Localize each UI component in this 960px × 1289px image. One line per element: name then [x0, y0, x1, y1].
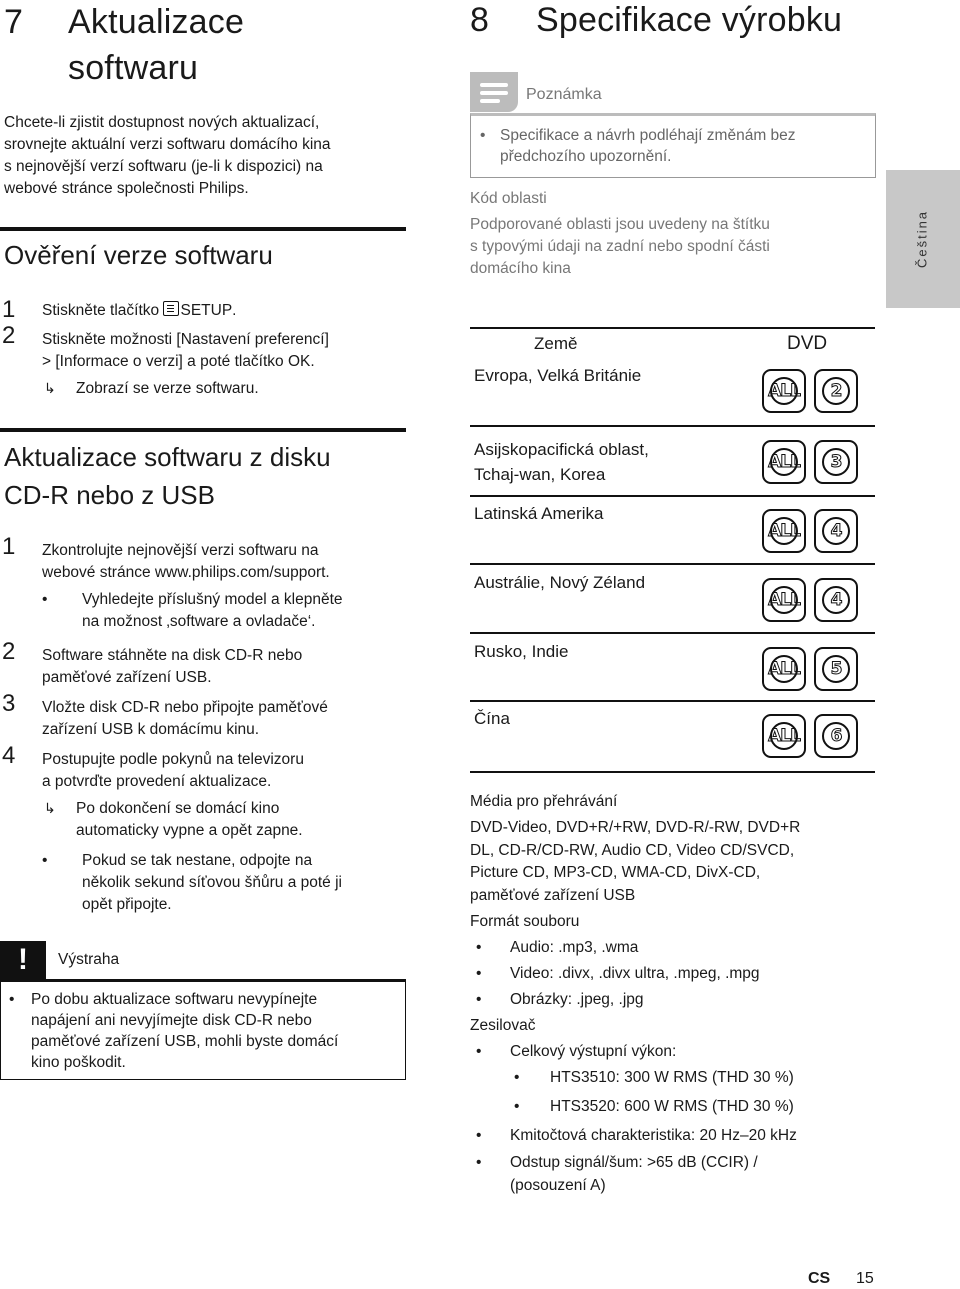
region-heading: Kód oblasti — [470, 190, 547, 207]
table-rule — [470, 700, 875, 702]
warning-icon: ! — [0, 941, 46, 979]
region-code-icon: 3 — [814, 440, 858, 484]
section-rule — [0, 227, 406, 231]
page-number: 15 — [856, 1270, 874, 1287]
warning-text: • Po dobu aktualizace softwaru nevypínejte napájení ani nevyjímejte disk CD-R nebo paměťové zařízení USB, mohli byste domácí kino poškodit. — [9, 991, 339, 1071]
chapter-title: Specifikace výrobku — [536, 1, 843, 39]
table-country: Austrálie, Nový Zéland — [474, 573, 646, 592]
table-country: Čína — [474, 709, 510, 728]
table-rule — [470, 771, 875, 773]
note-text: • Specifikace a návrh podléhají změnám bez předchozího upozornění. — [480, 127, 796, 165]
amp-item: • Celkový výstupní výkon: — [476, 1043, 677, 1060]
region-all-icon: ALL — [762, 647, 806, 691]
format-item: • Video: .divx, .divx ultra, .mpeg, .mpg — [476, 965, 760, 982]
step-number: 4 — [2, 742, 16, 769]
section-rule — [0, 428, 406, 432]
format-item: • Audio: .mp3, .wma — [476, 939, 639, 956]
step-bullet: • Pokud se tak nestane, odpojte na několik sekund síťovou šňůru a poté ji opět připojte. — [42, 852, 342, 913]
step-text: Vložte disk CD-R nebo připojte paměťové zařízení USB k domácímu kinu. — [42, 699, 328, 738]
result-text: Po dokončení se domácí kino automaticky vypne a opět zapne. — [76, 800, 303, 839]
note-icon — [470, 72, 518, 112]
section-title-update-line2: CD-R nebo z USB — [4, 480, 215, 510]
region-all-icon: ALL — [762, 714, 806, 758]
step-text: Stiskněte tlačítko SETUP. — [42, 302, 237, 319]
region-all-icon: ALL — [762, 369, 806, 413]
region-code-icon: 5 — [814, 647, 858, 691]
region-all-icon: ALL — [762, 578, 806, 622]
section-title-update-line1: Aktualizace softwaru z disku — [4, 442, 331, 472]
step-number: 2 — [2, 322, 16, 349]
table-rule — [470, 327, 875, 329]
chapter-title-line1: Aktualizace — [68, 3, 245, 41]
table-country: Latinská Amerika — [474, 504, 604, 523]
region-code-icon: 4 — [814, 509, 858, 553]
step-number: 1 — [2, 533, 16, 560]
region-all-icon: ALL — [762, 509, 806, 553]
table-country: Rusko, Indie — [474, 642, 569, 661]
format-item: • Obrázky: .jpeg, .jpg — [476, 991, 644, 1008]
step-text: Postupujte podle pokynů na televizoru a potvrďte provedení aktualizace. — [42, 751, 304, 790]
note-label: Poznámka — [526, 86, 602, 103]
table-header-dvd: DVD — [787, 333, 828, 354]
result-arrow-icon: ↳ — [44, 800, 56, 816]
region-code-icon: 4 — [814, 578, 858, 622]
amp-item: • Kmitočtová charakteristika: 20 Hz–20 kHz — [476, 1127, 797, 1144]
format-heading: Formát souboru — [470, 913, 580, 930]
step-bullet: • Vyhledejte příslušný model a klepněte na možnost ‚software a ovladače‘. — [42, 591, 343, 630]
amp-subitem: • HTS3510: 300 W RMS (THD 30 %) — [514, 1069, 794, 1086]
table-rule — [470, 632, 875, 634]
region-all-icon: ALL — [762, 440, 806, 484]
result-text: Zobrazí se verze softwaru. — [76, 380, 259, 397]
step-number: 3 — [2, 690, 16, 717]
amp-item: • Odstup signál/šum: >65 dB (CCIR) / (posouzení A) — [476, 1154, 758, 1194]
region-code-icon: 6 — [814, 714, 858, 758]
table-rule — [470, 563, 875, 565]
table-rule — [470, 495, 875, 497]
chapter-number: 8 — [470, 1, 490, 39]
amp-subitem: • HTS3520: 600 W RMS (THD 30 %) — [514, 1098, 794, 1115]
region-description: Podporované oblasti jsou uvedeny na štítku s typovými údaji na zadní nebo spodní části domácího kina — [470, 216, 770, 277]
step-text: Stiskněte možnosti [Nastavení preferencí] > [Informace o verzi] a poté tlačítko OK. — [42, 331, 329, 370]
footer-language: CS — [808, 1270, 831, 1287]
chapter-number: 7 — [4, 3, 24, 41]
intro-paragraph: Chcete-li zjistit dostupnost nových aktualizací, srovnejte aktuální verzi softwaru domácího kina s nejnovější verzí softwaru (je-li k dispozici) na webové stránce společnosti Philips. — [4, 114, 331, 197]
table-rule — [470, 425, 875, 427]
result-arrow-icon: ↳ — [44, 380, 56, 396]
amp-heading: Zesilovač — [470, 1017, 536, 1034]
warning-label: Výstraha — [58, 951, 120, 968]
step-text: Zkontrolujte nejnovější verzi softwaru na webové stránce www.philips.com/support. — [42, 542, 330, 581]
region-code-icon: 2 — [814, 369, 858, 413]
table-country: Asijskopacifická oblast, Tchaj-wan, Korea — [474, 440, 649, 484]
setup-icon — [163, 301, 179, 316]
table-country: Evropa, Velká Británie — [474, 366, 642, 385]
step-text: Software stáhněte na disk CD-R nebo paměťové zařízení USB. — [42, 647, 303, 686]
media-heading: Média pro přehrávání — [470, 793, 618, 810]
table-header-country: Země — [534, 334, 578, 353]
media-text: DVD-Video, DVD+R/+RW, DVD-R/-RW, DVD+R DL, CD-R/CD-RW, Audio CD, Video CD/SVCD, Picture CD, MP3-CD, WMA-CD, DivX-CD, paměťové zařízení USB — [470, 819, 801, 904]
step-number: 2 — [2, 638, 16, 665]
section-title-verify: Ověření verze softwaru — [4, 240, 273, 270]
language-tab: Čeština — [886, 170, 960, 308]
step-number: 1 — [2, 296, 16, 323]
chapter-title-line2: softwaru — [68, 49, 199, 87]
